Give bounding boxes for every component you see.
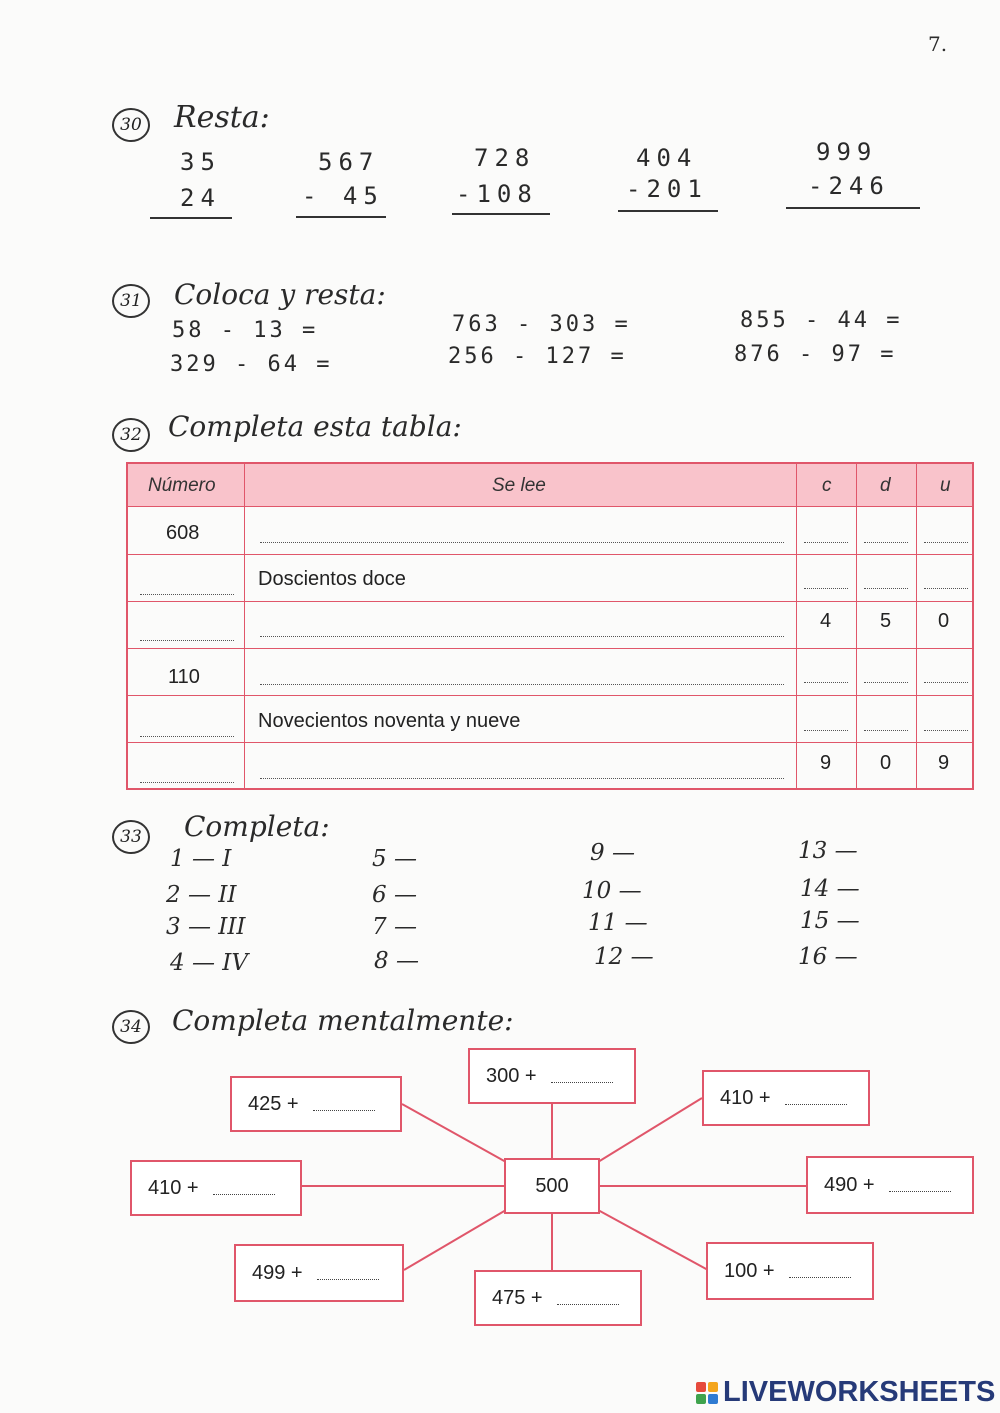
header-u: u [940, 475, 951, 496]
sum-box-410-left [130, 1160, 302, 1216]
center-value: 500 [535, 1174, 569, 1197]
liveworksheets-logo[interactable] [696, 1376, 995, 1409]
sum-box-490-label: 490 + [824, 1173, 875, 1196]
sum-box-300-label: 300 + [486, 1064, 537, 1087]
sum-box-300 [468, 1048, 636, 1104]
roman-item-6: 6 — [372, 882, 417, 908]
row-3-c: 4 [820, 610, 832, 632]
sum-box-300-blank[interactable] [551, 1070, 613, 1083]
sum-box-410-left-label: 410 + [148, 1176, 199, 1199]
roman-item-3: 3 — III [166, 914, 246, 940]
exercise-33-badge: 33 [112, 820, 150, 854]
logo-icon [696, 1382, 718, 1404]
sum-box-425 [230, 1076, 402, 1132]
sub-op-4-bottom: -201 [626, 175, 708, 203]
resta-item-6: 876 - 97 = [734, 342, 897, 367]
sum-box-410-right-label: 410 + [720, 1086, 771, 1109]
sum-box-490 [806, 1156, 974, 1214]
sub-op-3-bottom: -108 [456, 180, 538, 208]
sub-op-5-top: 999 [816, 138, 878, 166]
header-numero: Número [148, 475, 216, 496]
row-6-u: 9 [938, 752, 950, 774]
sum-box-100-blank[interactable] [789, 1265, 851, 1278]
spoke-bottom-left [404, 1210, 506, 1270]
row-5-se-lee: Novecientos noventa y nueve [258, 710, 521, 732]
sub-op-4-top: 404 [636, 144, 698, 172]
sum-box-475-blank[interactable] [557, 1292, 619, 1305]
sub-op-2-bottom: - 45 [302, 182, 384, 210]
row-1-numero: 608 [166, 522, 200, 544]
sum-box-410-left-blank[interactable] [213, 1182, 275, 1195]
center-500-box [504, 1158, 600, 1214]
roman-item-15: 15 — [800, 908, 860, 934]
roman-item-2: 2 — II [166, 882, 237, 908]
row-6-c: 9 [820, 752, 832, 774]
page-number: 7. [928, 32, 948, 56]
exercise-30-badge: 30 [112, 108, 150, 142]
row-3-d: 5 [880, 610, 892, 632]
sum-box-410-right [702, 1070, 870, 1126]
sub-op-2-top: 567 [318, 148, 380, 176]
resta-item-3: 763 - 303 = [452, 312, 631, 337]
roman-item-12: 12 — [594, 944, 654, 970]
spoke-top-left [402, 1104, 506, 1162]
roman-item-4: 4 — IV [170, 950, 248, 976]
roman-item-14: 14 — [800, 876, 860, 902]
header-d: d [880, 475, 891, 496]
sum-box-499 [234, 1244, 404, 1302]
brand-text: LIVEWORKSHEETS [723, 1376, 996, 1408]
sum-box-490-blank[interactable] [889, 1179, 951, 1192]
sub-op-1-top: 35 [180, 148, 221, 176]
roman-item-9: 9 — [590, 840, 635, 866]
sum-box-475 [474, 1270, 642, 1326]
roman-item-7: 7 — [372, 914, 417, 940]
roman-item-13: 13 — [798, 838, 858, 864]
sub-op-1-bottom: 24 [180, 184, 221, 212]
exercise-30-title: Resta: [174, 100, 270, 135]
sum-box-499-blank[interactable] [317, 1267, 379, 1280]
exercise-31-badge: 31 [112, 284, 150, 318]
row-2-se-lee: Doscientos doce [258, 568, 406, 590]
resta-item-1: 58 - 13 = [172, 318, 319, 343]
row-3-u: 0 [938, 610, 950, 632]
resta-item-5: 855 - 44 = [740, 308, 903, 333]
roman-item-8: 8 — [374, 948, 419, 974]
sum-box-475-label: 475 + [492, 1286, 543, 1309]
roman-item-16: 16 — [798, 944, 858, 970]
sum-box-425-blank[interactable] [313, 1098, 375, 1111]
exercise-32-badge: 32 [112, 418, 150, 452]
sub-op-3-top: 728 [474, 144, 536, 172]
resta-item-4: 256 - 127 = [448, 344, 627, 369]
roman-item-11: 11 — [588, 910, 648, 936]
roman-item-10: 10 — [582, 878, 642, 904]
row-4-numero: 110 [168, 666, 200, 688]
sub-op-5-bottom: -246 [808, 172, 890, 200]
sum-box-499-label: 499 + [252, 1261, 303, 1284]
header-c: c [822, 475, 832, 496]
roman-item-1: 1 — I [170, 846, 232, 872]
exercise-31-title: Coloca y resta: [174, 278, 386, 311]
row-6-d: 0 [880, 752, 892, 774]
spoke-top-right [598, 1098, 702, 1162]
roman-item-5: 5 — [372, 846, 417, 872]
spoke-bottom-right [598, 1210, 708, 1270]
sum-box-100-label: 100 + [724, 1259, 775, 1282]
exercise-33-title: Completa: [184, 810, 330, 843]
exercise-32-title: Completa esta tabla: [168, 410, 462, 443]
exercise-34-title: Completa mentalmente: [172, 1004, 514, 1037]
header-se-lee: Se lee [492, 475, 546, 496]
resta-item-2: 329 - 64 = [170, 352, 333, 377]
sum-box-410-right-blank[interactable] [785, 1092, 847, 1105]
exercise-34-badge: 34 [112, 1010, 150, 1044]
sum-box-100 [706, 1242, 874, 1300]
sum-box-425-label: 425 + [248, 1092, 299, 1115]
